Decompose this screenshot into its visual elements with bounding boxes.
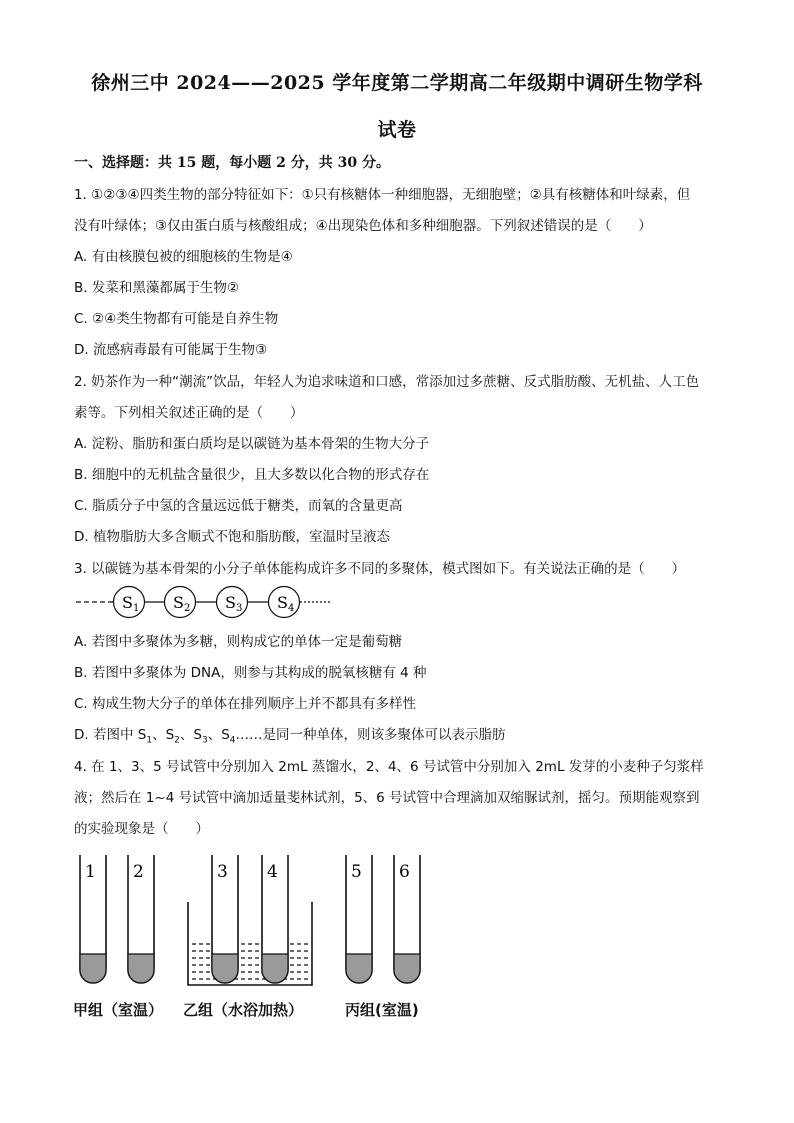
monomer-s2 — [165, 587, 196, 618]
q3-option-d — [74, 723, 724, 746]
monomer-s4-label: S4 — [277, 593, 295, 614]
q3-d-suffix: ……是同一种单体，则该多聚体可以表示脂肪 — [235, 727, 506, 743]
q3-d-sub2: 2 — [174, 735, 180, 746]
monomer-s3 — [217, 587, 248, 618]
polymer-diagram — [74, 584, 344, 620]
monomer-s2-label: S2 — [173, 593, 191, 614]
tube-3-label: 3 — [217, 862, 228, 882]
tube-1-label: 1 — [85, 862, 96, 882]
q2-option-c: C. 脂质分子中氢的含量远远低于糖类，而氧的含量更高 — [74, 498, 403, 514]
q2-stem-line1: 2. 奶茶作为一种“潮流”饮品，年轻人为追求味道和口感，常添加过多蔗糖、反式脂肪酸、无机盐、人工色 — [74, 374, 700, 390]
q2-option-a: A. 淀粉、脂肪和蛋白质均是以碳链为基本骨架的生物大分子 — [74, 436, 430, 452]
q3-d-prefix: D. 若图中 S — [74, 727, 147, 743]
section-heading: 一、选择题：共 15 题，每小题 2 分，共 30 分。 — [74, 155, 390, 171]
q3-option-b: B. 若图中多聚体为 DNA，则参与其构成的脱氧核糖有 4 种 — [74, 665, 427, 681]
exam-title-line2: 试卷 — [377, 119, 417, 141]
q1-option-c: C. ②④类生物都有可能是自养生物 — [74, 311, 279, 327]
q3-stem: 3. 以碳链为基本骨架的小分子单体能构成许多不同的多聚体，模式图如下。有关说法正确的是（ ） — [74, 561, 686, 577]
test-tube-diagram — [70, 850, 450, 995]
test-tube-5 — [346, 855, 372, 983]
q1-option-b: B. 发菜和黑藻都属于生物② — [74, 280, 239, 296]
q2-stem-line2: 素等。下列相关叙述正确的是（ ） — [74, 405, 304, 421]
test-tube-1 — [80, 855, 106, 983]
q1-stem-line2: 没有叶绿体；③仅由蛋白质与核酸组成；④出现染色体和多种细胞器。下列叙述错误的是（ ） — [74, 218, 652, 234]
q2-option-d: D. 植物脂肪大多含顺式不饱和脂肪酸，室温时呈液态 — [74, 529, 390, 545]
tube-4-label: 4 — [267, 862, 278, 882]
monomer-s1-label: S1 — [122, 593, 140, 614]
q3-d-sub3: 3 — [201, 735, 208, 746]
q3-d-sep2: 、S — [179, 727, 202, 743]
tube-6-label: 6 — [399, 862, 410, 882]
group-label-jia: 甲组（室温） — [73, 1001, 164, 1019]
tube-2-label: 2 — [133, 862, 144, 882]
monomer-s1 — [114, 587, 145, 618]
q3-d-sep3: 、S — [207, 727, 230, 743]
q4-stem-line2: 液；然后在 1~4 号试管中滴加适量斐林试剂，5、6 号试管中合理滴加双缩脲试剂，摇匀。预期能观察到 — [74, 790, 700, 806]
q3-option-c: C. 构成生物大分子的单体在排列顺序上并不都具有多样性 — [74, 696, 417, 712]
group-label-yi: 乙组（水浴加热） — [183, 1001, 304, 1019]
tube-5-label: 5 — [351, 862, 362, 882]
q3-d-sep1: 、S — [152, 727, 175, 743]
monomer-s4 — [269, 587, 300, 618]
q4-stem-line1: 4. 在 1、3、5 号试管中分别加入 2mL 蒸馏水，2、4、6 号试管中分别加入 2mL 发芽的小麦种子匀浆样 — [74, 759, 704, 775]
exam-title-line1: 徐州三中 2024——2025 学年度第二学期高二年级期中调研生物学科 — [91, 72, 703, 94]
q1-option-a: A. 有由核膜包被的细胞核的生物是④ — [74, 249, 293, 265]
q2-option-b: B. 细胞中的无机盐含量很少，且大多数以化合物的形式存在 — [74, 467, 430, 483]
q1-stem-line1: 1. ①②③④四类生物的部分特征如下：①只有核糖体一种细胞器，无细胞壁；②具有核糖体和叶绿素，但 — [74, 187, 691, 203]
q4-stem-line3: 的实验现象是（ ） — [74, 821, 209, 837]
water-bath — [188, 902, 312, 985]
q3-d-sub1: 1 — [146, 735, 153, 746]
q1-option-d: D. 流感病毒最有可能属于生物③ — [74, 342, 268, 358]
group-label-bing: 丙组(室温) — [345, 1001, 419, 1019]
monomer-s3-label: S3 — [225, 593, 243, 614]
q3-d-sub4: 4 — [229, 735, 236, 746]
test-tube-3 — [212, 855, 238, 983]
q3-option-a: A. 若图中多聚体为多糖，则构成它的单体一定是葡萄糖 — [74, 634, 403, 650]
test-tube-6 — [394, 855, 420, 983]
test-tube-4 — [262, 855, 288, 983]
test-tube-2 — [128, 855, 154, 983]
